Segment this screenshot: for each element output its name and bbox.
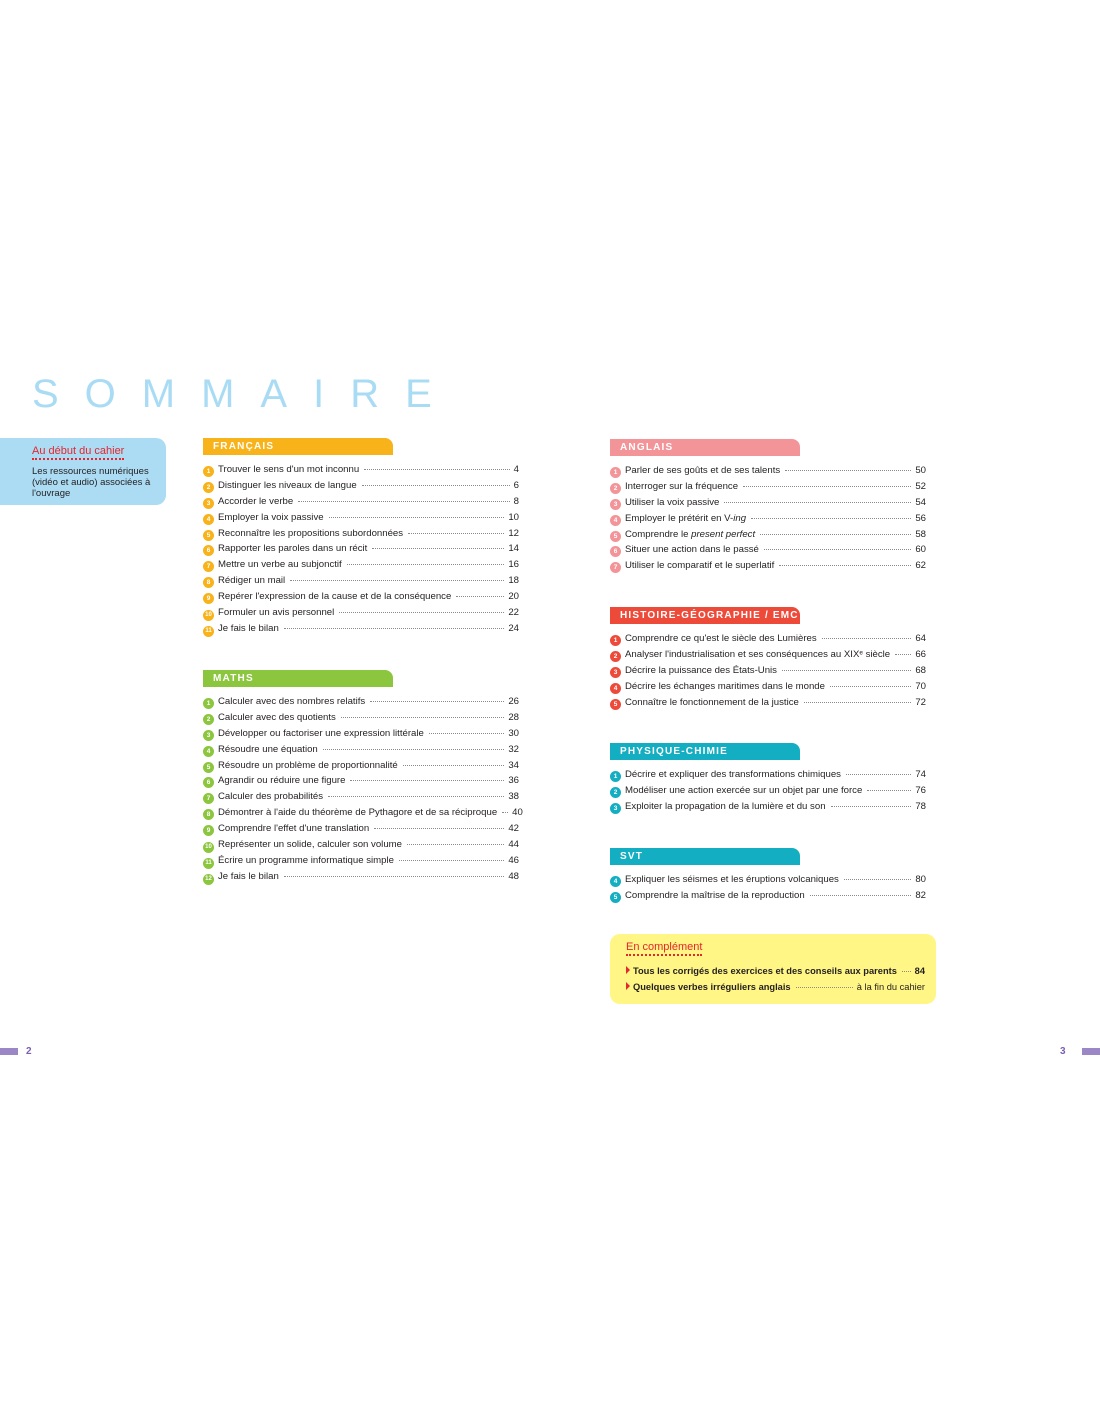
- chapter-title: [218, 710, 336, 726]
- chapter-title-text: Résoudre un problème de proportionnalité: [218, 759, 398, 771]
- page-number: 60: [915, 544, 926, 556]
- chapter-title: [625, 558, 774, 574]
- chapter-title-text: Décrire les échanges maritimes dans le monde: [625, 680, 825, 692]
- page-number: 64: [915, 633, 926, 644]
- page-number: 52: [915, 480, 926, 492]
- toc-item[interactable]: [610, 679, 926, 695]
- chapter-number-badge: 2: [203, 482, 214, 493]
- chapter-number-badge: 4: [610, 683, 621, 694]
- leader-dots: [796, 987, 853, 988]
- chapter-title-text: Agrandir ou réduire une figure: [218, 775, 346, 787]
- leader-dots: [347, 564, 505, 565]
- chapter-number-badge: 4: [610, 876, 621, 887]
- leader-dots: [407, 844, 504, 845]
- chapter-title-text: Repérer l'expression de la cause et de la conséquence: [218, 591, 452, 603]
- toc-item[interactable]: [203, 478, 519, 494]
- toc-item[interactable]: [610, 799, 926, 815]
- arrow-right-icon: [626, 966, 630, 974]
- chapter-title-text: Comprendre la maîtrise de la reproduction: [625, 889, 805, 901]
- chapter-title-text: Rédiger un mail: [218, 575, 286, 587]
- toc-list: [610, 631, 926, 710]
- section-maths: [203, 670, 523, 885]
- leader-dots: [867, 790, 911, 791]
- leader-dots: [831, 806, 912, 807]
- toc-item[interactable]: [203, 805, 523, 821]
- chapter-number-badge: 3: [610, 667, 621, 678]
- chapter-number-badge: 1: [203, 698, 214, 709]
- leader-dots: [408, 533, 504, 534]
- chapter-title-text: Utiliser la voix passive: [625, 496, 720, 508]
- page-number: 70: [915, 680, 926, 692]
- toc-item[interactable]: [203, 605, 519, 621]
- chapter-title-text: Représenter un solide, calculer son volume: [218, 839, 402, 851]
- page-number: 46: [508, 854, 519, 866]
- page-number: 58: [915, 528, 926, 540]
- chapter-number-badge: 3: [610, 803, 621, 814]
- toc-item[interactable]: [610, 479, 926, 495]
- leader-dots: [370, 701, 504, 702]
- toc-list: [203, 694, 523, 885]
- complement-page: 84: [914, 966, 925, 976]
- toc-item[interactable]: [610, 463, 926, 479]
- leader-dots: [760, 534, 911, 535]
- chapter-title: [218, 773, 345, 789]
- page-number-right-block: [1060, 1046, 1100, 1057]
- leader-dots: [403, 765, 505, 766]
- toc-item[interactable]: [203, 694, 519, 710]
- chapter-title-text: Mettre un verbe au subjonctif: [218, 559, 342, 571]
- page-number: 74: [915, 769, 926, 780]
- chapter-title-text: Comprendre le: [625, 528, 692, 540]
- chapter-title-text: Modéliser une action exercée sur un objet par une force: [625, 784, 863, 796]
- toc-item[interactable]: [610, 767, 926, 783]
- section-header: PHYSIQUE-CHIMIE: [610, 743, 800, 760]
- leader-dots: [902, 971, 911, 972]
- page-number: 26: [508, 696, 519, 707]
- leader-dots: [895, 654, 911, 655]
- leader-dots: [743, 486, 911, 487]
- toc-item[interactable]: [203, 853, 519, 869]
- chapter-number-badge: 10: [203, 610, 214, 621]
- section-svt: [610, 848, 926, 904]
- chapter-title: [625, 695, 799, 711]
- page-number: 42: [508, 823, 519, 835]
- chapter-number-badge: 2: [203, 714, 214, 725]
- page-number: 30: [508, 727, 519, 739]
- chapter-number-badge: 8: [203, 577, 214, 588]
- chapter-title: [625, 647, 890, 663]
- toc-item[interactable]: [610, 631, 926, 647]
- intro-text: Les ressources numériques (vidéo et audio) associées à l'ouvrage: [32, 466, 151, 499]
- page-number: 14: [508, 543, 519, 555]
- toc-list: [203, 462, 519, 637]
- chapter-title-text: Parler de ses goûts et de ses talents: [625, 465, 781, 476]
- toc-list: [610, 767, 926, 815]
- chapter-title-text: Utiliser le comparatif et le superlatif: [625, 560, 775, 572]
- chapter-number-badge: 3: [203, 730, 214, 741]
- page-number: 40: [512, 807, 523, 819]
- page-number: 20: [508, 591, 519, 603]
- chapter-number-badge: 9: [203, 825, 214, 836]
- complement-item[interactable]: [626, 964, 925, 980]
- toc-item[interactable]: [610, 695, 926, 711]
- page-number: 48: [508, 870, 519, 882]
- chapter-title: [625, 872, 839, 888]
- chapter-number-badge: 6: [203, 777, 214, 788]
- leader-dots: [364, 469, 509, 470]
- chapter-title: [625, 479, 738, 495]
- complement-item[interactable]: [626, 980, 925, 996]
- chapter-title: [625, 495, 719, 511]
- chapter-title-text: Interroger sur la fréquence: [625, 480, 739, 492]
- chapter-title-text: Expliquer les séismes et les éruptions volcaniques: [625, 874, 839, 885]
- complement-box: [610, 934, 936, 1004]
- section-anglais: [610, 439, 926, 574]
- intro-title: Au début du cahier: [32, 445, 124, 460]
- chapter-title-text: Développer ou factoriser une expression littérale: [218, 727, 424, 739]
- page-number: 56: [915, 512, 926, 524]
- page-number: 68: [915, 664, 926, 676]
- chapter-title-text: Employer le prétérit en V-: [625, 512, 734, 524]
- section-histoire: [610, 607, 926, 710]
- page-number: 8: [513, 495, 519, 507]
- leader-dots: [844, 879, 911, 880]
- page-marker-left: [0, 1048, 18, 1055]
- chapter-title: [218, 573, 285, 589]
- page-number-right: 3: [1060, 1046, 1066, 1057]
- toc-item[interactable]: [610, 542, 926, 558]
- leader-dots: [502, 812, 508, 813]
- chapter-title-text: Connaître le fonctionnement de la justice: [625, 696, 799, 708]
- toc-item[interactable]: [203, 758, 519, 774]
- leader-dots: [822, 638, 912, 639]
- page-number: 4: [513, 464, 519, 475]
- chapter-title-text: Comprendre ce qu'est le siècle des Lumières: [625, 633, 817, 644]
- chapter-title: [218, 869, 279, 885]
- complement-title: En complément: [626, 941, 702, 956]
- chapter-number-badge: 8: [203, 809, 214, 820]
- toc-item[interactable]: [610, 888, 926, 904]
- chapter-title: [218, 526, 403, 542]
- chapter-number-badge: 3: [610, 499, 621, 510]
- complement-page: à la fin du cahier: [856, 981, 925, 992]
- leader-dots: [350, 780, 504, 781]
- toc-item[interactable]: [203, 710, 519, 726]
- chapter-title-text: Trouver le sens d'un mot inconnu: [218, 464, 360, 475]
- toc-item[interactable]: [203, 869, 519, 885]
- chapter-number-badge: 5: [610, 699, 621, 710]
- leader-dots: [764, 549, 911, 550]
- chapter-title-text: Situer une action dans le passé: [625, 544, 759, 556]
- chapter-title-text: Exploiter la propagation de la lumière et du son: [625, 800, 826, 812]
- chapter-number-badge: 10: [203, 842, 214, 853]
- chapter-title-text: Distinguer les niveaux de langue: [218, 479, 357, 491]
- page-number: 34: [508, 759, 519, 771]
- leader-dots: [284, 628, 505, 629]
- chapter-title-text: Comprendre l'effet d'une translation: [218, 823, 370, 835]
- section-francais: [203, 438, 519, 637]
- chapter-number-badge: 1: [610, 771, 621, 782]
- section-physique: [610, 743, 926, 815]
- chapter-number-badge: 7: [203, 793, 214, 804]
- chapter-title: [218, 821, 369, 837]
- toc-item[interactable]: [203, 621, 519, 637]
- chapter-title-text: Démontrer à l'aide du théorème de Pythagore et de sa réciproque: [218, 807, 498, 819]
- chapter-number-badge: 2: [610, 483, 621, 494]
- leader-dots: [372, 548, 504, 549]
- chapter-title: [218, 621, 279, 637]
- leader-dots: [323, 749, 505, 750]
- toc-item[interactable]: [203, 589, 519, 605]
- toc-item[interactable]: [203, 726, 519, 742]
- chapter-number-badge: 11: [203, 626, 214, 637]
- toc-item[interactable]: [610, 558, 926, 574]
- chapter-title: [218, 510, 324, 526]
- chapter-title: [218, 853, 394, 869]
- toc-item[interactable]: [203, 541, 519, 557]
- chapter-title: [625, 463, 780, 479]
- complement-label: Quelques verbes irréguliers anglais: [633, 981, 791, 992]
- chapter-number-badge: 5: [610, 892, 621, 903]
- leader-dots: [846, 774, 911, 775]
- chapter-number-badge: 4: [610, 515, 621, 526]
- toc-item[interactable]: [203, 837, 519, 853]
- leader-dots: [290, 580, 504, 581]
- toc-item[interactable]: [610, 527, 926, 543]
- leader-dots: [782, 670, 911, 671]
- chapter-title: [625, 783, 862, 799]
- leader-dots: [298, 501, 509, 502]
- leader-dots: [374, 828, 504, 829]
- toc-item[interactable]: [203, 526, 519, 542]
- chapter-title-text: Résoudre une équation: [218, 743, 318, 755]
- toc-item[interactable]: [203, 462, 519, 478]
- toc-list: [610, 463, 926, 574]
- toc-item[interactable]: [610, 663, 926, 679]
- page-number: 54: [915, 496, 926, 508]
- intro-box: [0, 438, 166, 505]
- chapter-title-italic: ing: [733, 512, 747, 524]
- chapter-number-badge: 5: [203, 530, 214, 541]
- chapter-title: [625, 527, 755, 543]
- chapter-number-badge: 9: [203, 593, 214, 604]
- chapter-title-text: Formuler un avis personnel: [218, 607, 335, 619]
- chapter-title-text: Je fais le bilan: [218, 622, 279, 634]
- complement-list: [626, 964, 925, 996]
- chapter-number-badge: 7: [610, 562, 621, 573]
- leader-dots: [284, 876, 505, 877]
- chapter-number-badge: 11: [203, 858, 214, 869]
- chapter-title-text: Accorder le verbe: [218, 495, 294, 507]
- leader-dots: [399, 860, 504, 861]
- page-number: 16: [508, 559, 519, 571]
- page-number: 44: [508, 839, 519, 851]
- chapter-title: [218, 494, 293, 510]
- leader-dots: [724, 502, 911, 503]
- chapter-number-badge: 2: [610, 787, 621, 798]
- toc-item[interactable]: [203, 557, 519, 573]
- section-header: HISTOIRE-GÉOGRAPHIE / EMC: [610, 607, 800, 624]
- chapter-title: [218, 789, 323, 805]
- chapter-title-italic: present perfect: [691, 528, 756, 540]
- page-number: 24: [508, 622, 519, 634]
- leader-dots: [810, 895, 912, 896]
- page-number: 28: [508, 711, 519, 723]
- chapter-title-text: Reconnaître les propositions subordonnées: [218, 527, 404, 539]
- leader-dots: [785, 470, 911, 471]
- chapter-title-text: Décrire et expliquer des transformations chimiques: [625, 769, 841, 780]
- page-number: 80: [915, 874, 926, 885]
- page-number: 10: [508, 511, 519, 523]
- chapter-number-badge: 7: [203, 561, 214, 572]
- page-number: 78: [915, 800, 926, 812]
- toc-item[interactable]: [203, 789, 519, 805]
- page-marker-right: [1082, 1048, 1100, 1055]
- toc-item[interactable]: [203, 821, 519, 837]
- leader-dots: [329, 517, 505, 518]
- leader-dots: [830, 686, 911, 687]
- chapter-title: [625, 542, 759, 558]
- page-number: 6: [513, 479, 519, 491]
- chapter-title: [625, 767, 841, 783]
- leader-dots: [362, 485, 510, 486]
- toc-item[interactable]: [203, 573, 519, 589]
- section-header: MATHS: [203, 670, 393, 687]
- leader-dots: [779, 565, 911, 566]
- chapter-title: [218, 694, 365, 710]
- chapter-title: [218, 837, 402, 853]
- chapter-title-text: Rapporter les paroles dans un récit: [218, 543, 368, 555]
- chapter-title-text: Calculer avec des quotients: [218, 711, 336, 723]
- chapter-title-text: Calculer des probabilités: [218, 791, 324, 803]
- chapter-title: [218, 589, 451, 605]
- chapter-title-text: Analyser l'industrialisation et ses conséquences au XIXᵉ siècle: [625, 648, 891, 660]
- page-number: 82: [915, 889, 926, 901]
- chapter-number-badge: 6: [203, 545, 214, 556]
- page-number: 38: [508, 791, 519, 803]
- chapter-title: [218, 726, 424, 742]
- chapter-title: [218, 557, 342, 573]
- chapter-number-badge: 3: [203, 498, 214, 509]
- chapter-title: [218, 478, 357, 494]
- page-number: 18: [508, 575, 519, 587]
- page-number-left: 2: [26, 1046, 32, 1057]
- chapter-number-badge: 1: [203, 466, 214, 477]
- page-number: 72: [915, 696, 926, 708]
- chapter-title: [218, 462, 359, 478]
- chapter-title: [625, 663, 777, 679]
- chapter-title: [625, 679, 825, 695]
- section-header: FRANÇAIS: [203, 438, 393, 455]
- page-number: 50: [915, 465, 926, 476]
- toc-item[interactable]: [610, 647, 926, 663]
- leader-dots: [751, 518, 911, 519]
- chapter-title: [218, 605, 334, 621]
- chapter-title-text: Calculer avec des nombres relatifs: [218, 696, 366, 707]
- chapter-number-badge: 6: [610, 546, 621, 557]
- toc-item[interactable]: [203, 742, 519, 758]
- chapter-number-badge: 5: [203, 762, 214, 773]
- leader-dots: [804, 702, 911, 703]
- chapter-title: [625, 888, 805, 904]
- page-number: 36: [508, 775, 519, 787]
- leader-dots: [328, 796, 504, 797]
- chapter-title: [218, 758, 398, 774]
- chapter-title-text: Employer la voix passive: [218, 511, 324, 523]
- chapter-title: [625, 799, 826, 815]
- chapter-number-badge: 5: [610, 531, 621, 542]
- toc-item[interactable]: [610, 872, 926, 888]
- toc-item[interactable]: [203, 510, 519, 526]
- chapter-title: [218, 805, 497, 821]
- chapter-title: [218, 742, 318, 758]
- page-number: 12: [508, 527, 519, 539]
- toc-item[interactable]: [203, 773, 519, 789]
- toc-item[interactable]: [610, 495, 926, 511]
- chapter-title: [625, 511, 746, 527]
- toc-item[interactable]: [203, 494, 519, 510]
- section-header: ANGLAIS: [610, 439, 800, 456]
- toc-item[interactable]: [610, 783, 926, 799]
- leader-dots: [429, 733, 504, 734]
- page-number: 76: [915, 784, 926, 796]
- page-number: 62: [915, 560, 926, 572]
- chapter-title-text: Décrire la puissance des États-Unis: [625, 664, 777, 676]
- chapter-title: [625, 631, 817, 647]
- chapter-number-badge: 4: [203, 746, 214, 757]
- complement-label: Tous les corrigés des exercices et des conseils aux parents: [633, 966, 897, 976]
- section-header: SVT: [610, 848, 800, 865]
- toc-list: [610, 872, 926, 904]
- chapter-number-badge: 12: [203, 874, 214, 885]
- arrow-right-icon: [626, 982, 630, 990]
- chapter-number-badge: 1: [610, 467, 621, 478]
- page-number: 32: [508, 743, 519, 755]
- leader-dots: [339, 612, 504, 613]
- page-number: 66: [915, 648, 926, 660]
- chapter-title-text: Je fais le bilan: [218, 870, 279, 882]
- toc-item[interactable]: [610, 511, 926, 527]
- leader-dots: [341, 717, 504, 718]
- chapter-title: [218, 541, 367, 557]
- page-number: 22: [508, 607, 519, 619]
- chapter-number-badge: 1: [610, 635, 621, 646]
- chapter-title-text: Écrire un programme informatique simple: [218, 854, 394, 866]
- page-title: SOMMAIRE: [32, 372, 458, 416]
- chapter-number-badge: 4: [203, 514, 214, 525]
- chapter-number-badge: 2: [610, 651, 621, 662]
- leader-dots: [456, 596, 504, 597]
